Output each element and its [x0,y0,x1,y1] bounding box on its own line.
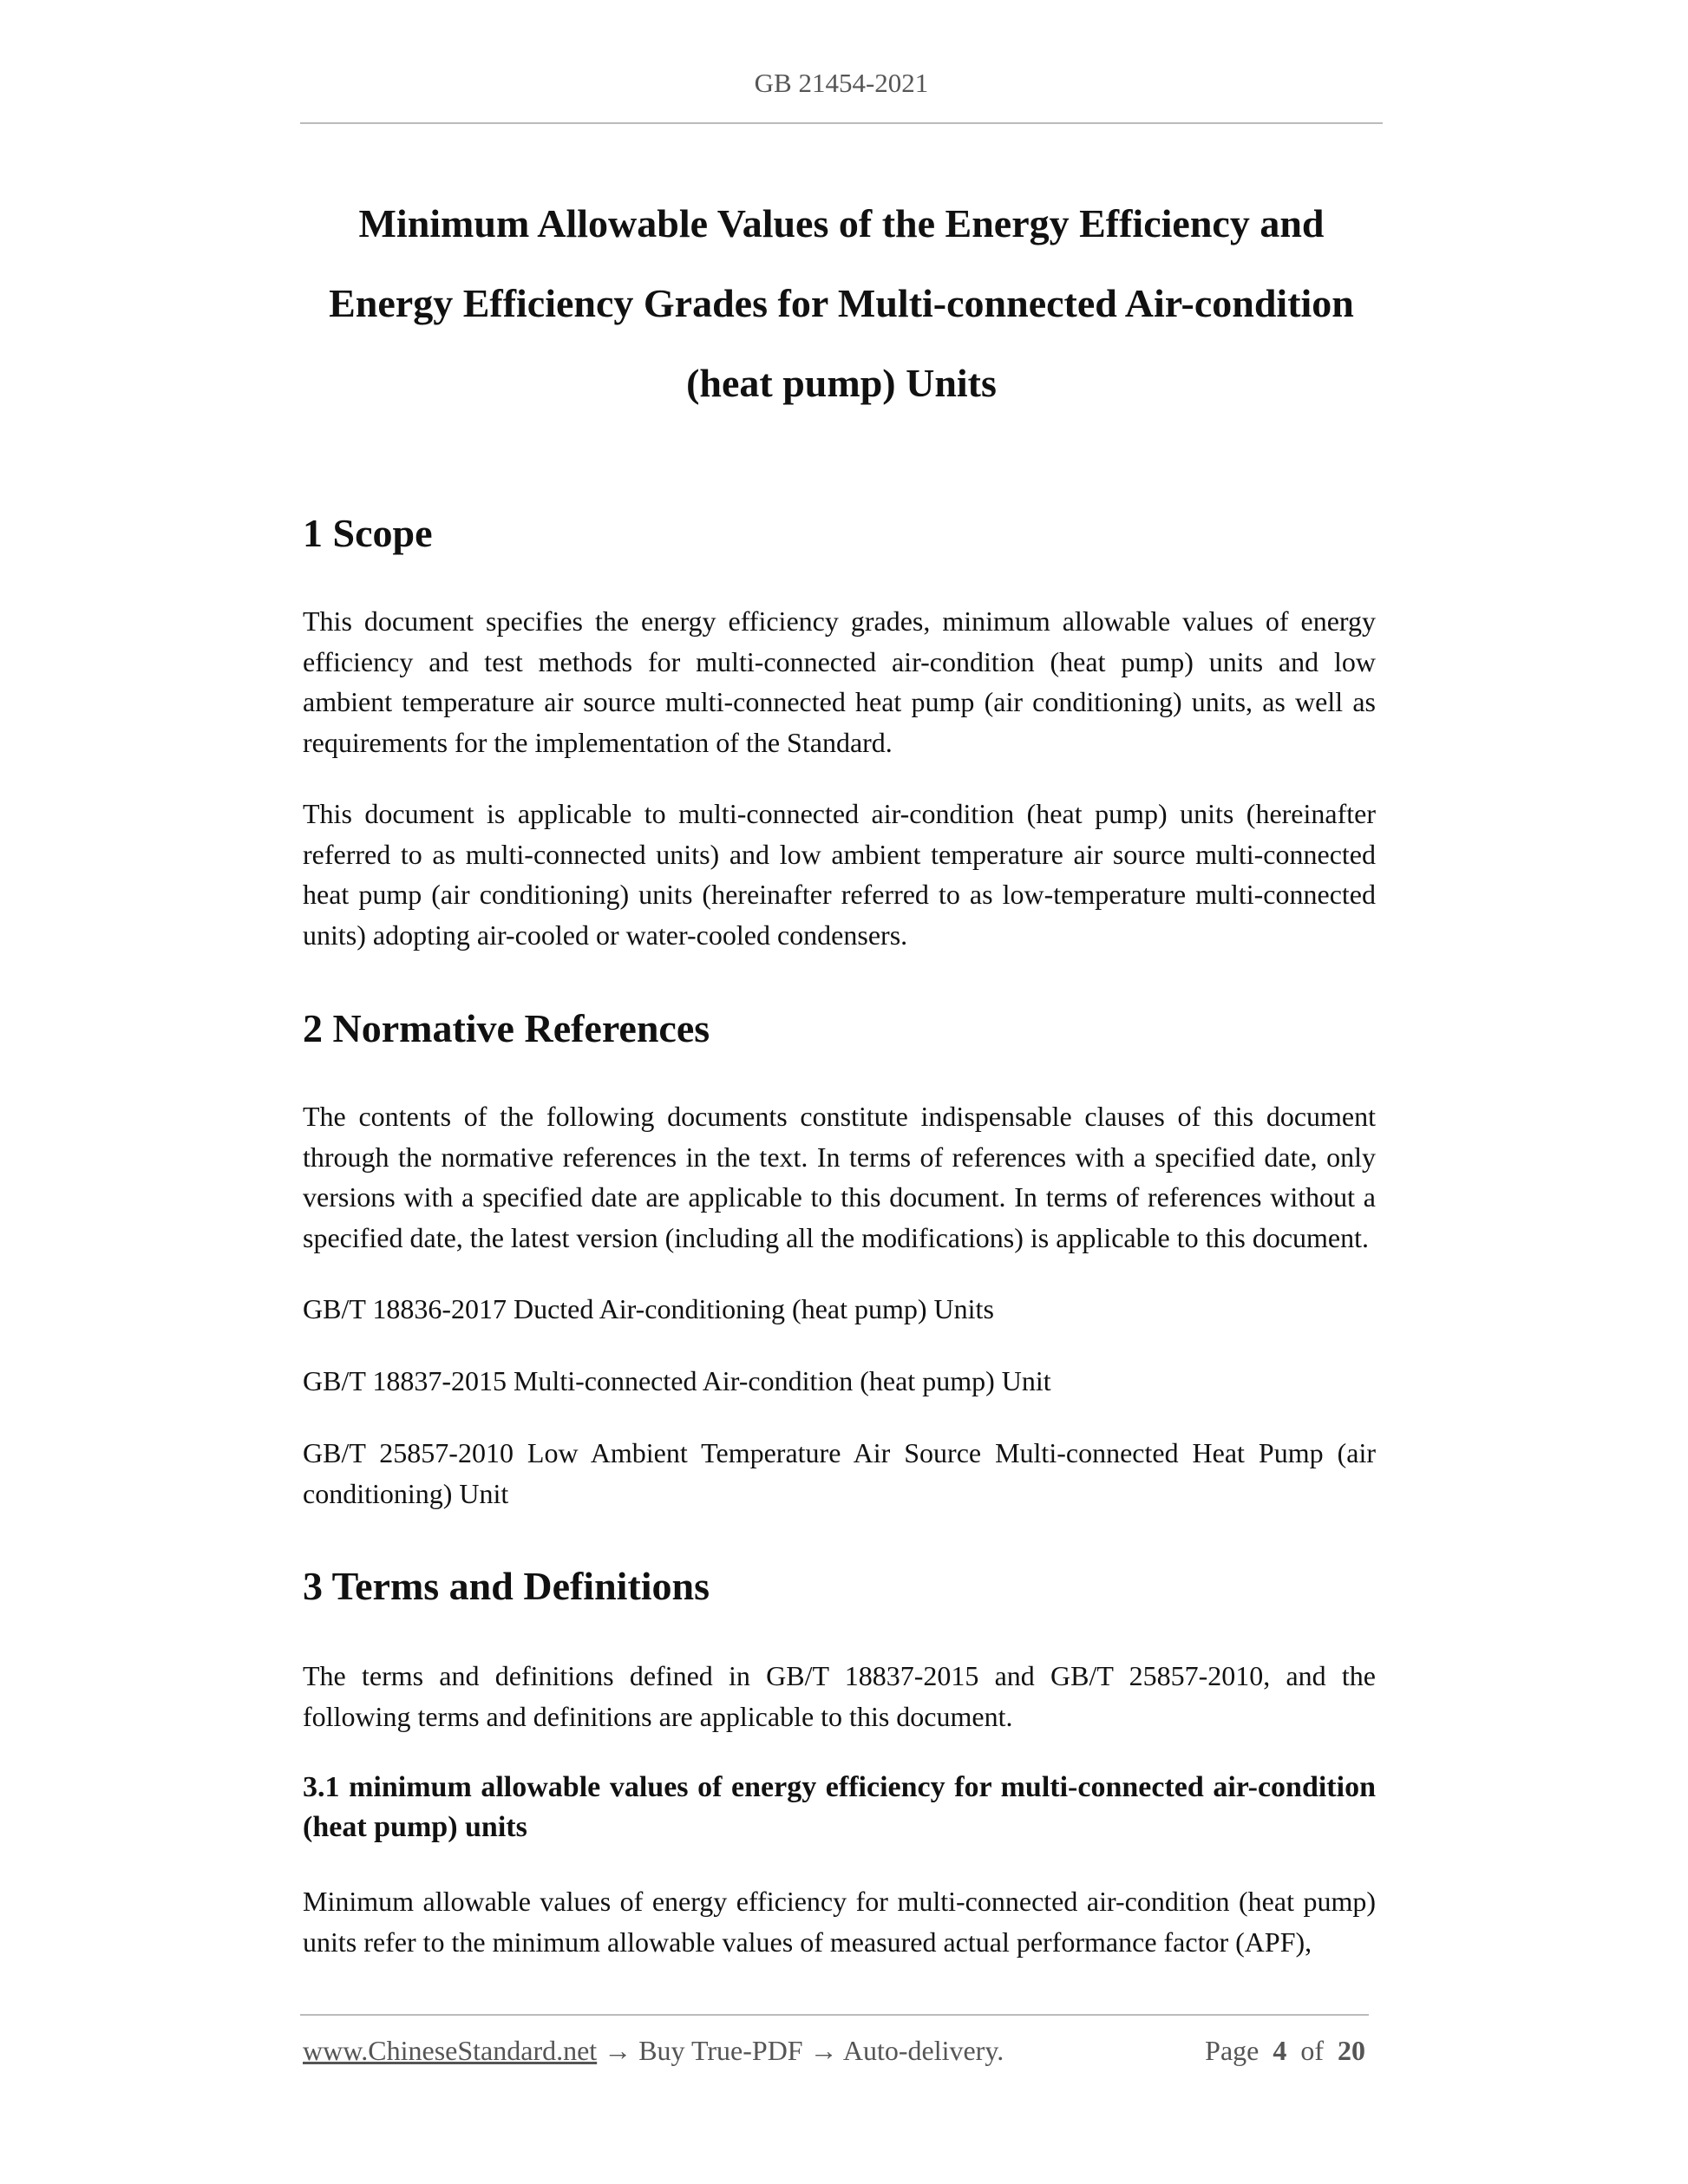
normative-paragraph: The contents of the following documents constitute indispensable clauses of this document through the normative references in the text. In terms of references with a specified date, only versions with a specified date are applicable to this document. In terms of references without a specified date, the latest version (including all the modifications) is applicable to this document. [303,1101,1376,1253]
page-current-number: 4 [1273,2035,1287,2066]
page-total-number: 20 [1338,2035,1365,2066]
normative-reference-item: GB/T 25857-2010 Low Ambient Temperature Air Source Multi-connected Heat Pump (air conditioning) Unit [303,1437,1376,1509]
scope-paragraph-2: This document is applicable to multi-connected air-condition (heat pump) units (hereinafter referred to as multi-connected units) and low ambient temperature air source multi-connected heat pump (air conditioning) units (hereinafter referred to as low-temperature multi-connected units) adopting air-cooled or water-cooled condensers. [303,798,1376,951]
footer-divider [300,2014,1369,2016]
normative-reference-item: GB/T 18837-2015 Multi-connected Air-condition (heat pump) Unit [303,1365,1051,1396]
title-line-3: (heat pump) Units [686,361,997,405]
title-line-2: Energy Efficiency Grades for Multi-connected Air-condition [329,281,1354,325]
subsection-paragraph: Minimum allowable values of energy efficiency for multi-connected air-condition (heat pump) units refer to the minimum allowable values of measured actual performance factor (APF), [303,1886,1376,1958]
normative-reference-item: GB/T 18836-2017 Ducted Air-conditioning (heat pump) Units [303,1293,994,1324]
website-link[interactable]: www.ChineseStandard.net [303,2035,598,2066]
section-heading-scope: 1 Scope [303,511,433,555]
section-heading-normative-references: 2 Normative References [303,1006,710,1050]
document-title [300,184,1383,423]
section-heading-terms-and-definitions: 3 Terms and Definitions [303,1564,710,1608]
terms-paragraph: The terms and definitions defined in GB/T 18837-2015 and GB/T 25857-2010, and the following terms and definitions are applicable to this document. [303,1660,1376,1732]
page-of-label: of [1300,2035,1324,2066]
document-number-header: GB 21454-2021 [754,68,929,98]
scope-paragraph-1: This document specifies the energy efficiency grades, minimum allowable values of energy efficiency and test methods for multi-connected air-condition (heat pump) units and low ambient temperature air source multi-connected heat pump (air conditioning) units, as well as requirements for the implementation of the Standard. [303,605,1376,758]
header-divider [300,122,1383,124]
page-indicator [1205,2035,1365,2067]
footer-promo-text: → Buy True-PDF → Auto-delivery. [597,2035,1004,2066]
footer-promo [303,2035,1004,2067]
title-line-1: Minimum Allowable Values of the Energy Efficiency and [358,201,1325,245]
subsection-heading-3-1: 3.1 minimum allowable values of energy efficiency for multi-connected air-condition (heat pump) units [303,1771,1376,1843]
page-label: Page [1205,2035,1259,2066]
